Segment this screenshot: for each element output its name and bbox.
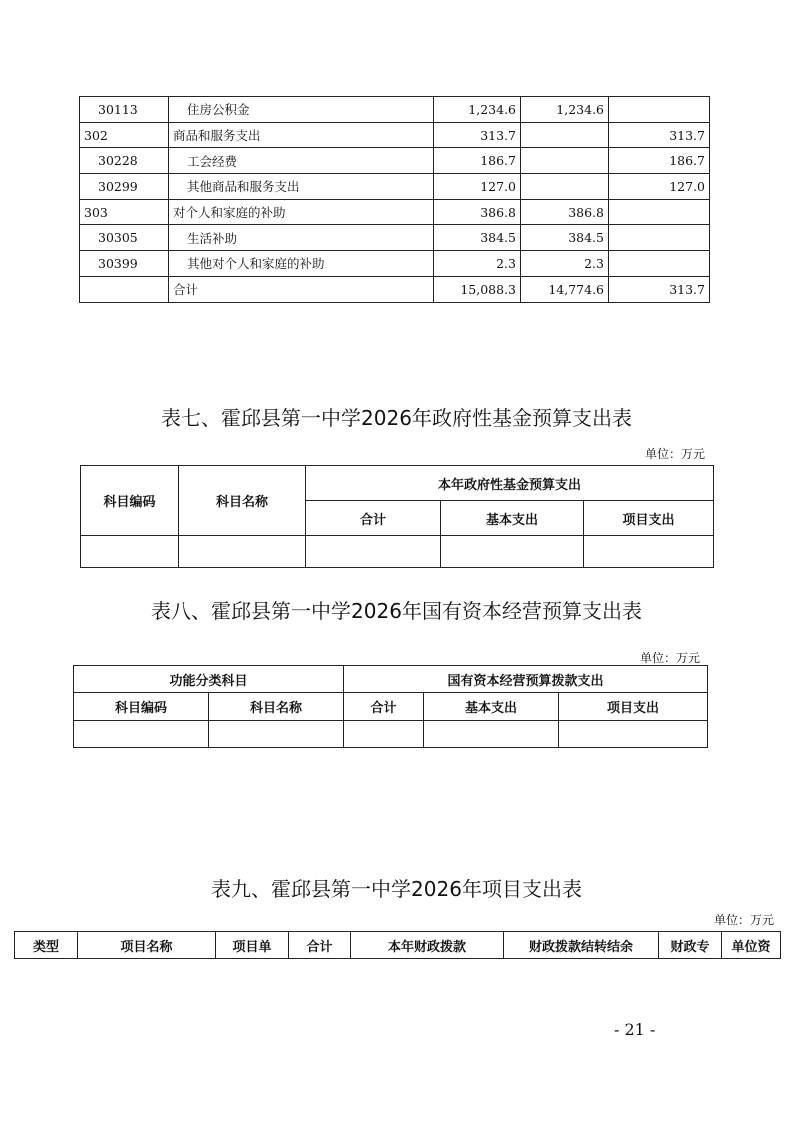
header-total: 合计: [344, 693, 424, 721]
header-project: 项目支出: [559, 693, 708, 721]
cell-total: 386.8: [434, 199, 521, 225]
cell-code: [80, 276, 169, 302]
cell-project: 313.7: [609, 122, 710, 148]
table-row: [80, 199, 710, 225]
cell-project: [609, 199, 710, 225]
cell-total: 313.7: [434, 122, 521, 148]
header-unit-funds: 单位资: [722, 932, 781, 959]
cell-name: 生活补助: [169, 225, 434, 251]
cell-code: 30113: [80, 97, 169, 123]
header-type: 类型: [15, 932, 78, 959]
cell-name: 其他商品和服务支出: [169, 174, 434, 200]
cell-code: 303: [80, 199, 169, 225]
table7-unit: 单位：万元: [644, 447, 705, 461]
cell-name: 对个人和家庭的补助: [169, 199, 434, 225]
cell-basic: [521, 122, 609, 148]
header-fiscal: 本年财政拨款: [351, 932, 504, 959]
cell-project: 127.0: [609, 174, 710, 200]
header-total: 合计: [289, 932, 351, 959]
table9-title: 表九、霍邱县第一中学2026年项目支出表: [211, 877, 582, 901]
cell-project: [609, 251, 710, 277]
cell-name: 商品和服务支出: [169, 122, 434, 148]
cell-name: 其他对个人和家庭的补助: [169, 251, 434, 277]
cell-name: 住房公积金: [169, 97, 434, 123]
empty-row: [74, 721, 708, 748]
cell-total: 127.0: [434, 174, 521, 200]
table8: [73, 665, 708, 748]
table6-tail: [79, 96, 710, 303]
table-row: [80, 276, 710, 302]
table7-title: 表七、霍邱县第一中学2026年政府性基金预算支出表: [161, 406, 632, 430]
header-name: 科目名称: [179, 466, 306, 536]
header-basic: 基本支出: [441, 501, 584, 536]
table-row: [80, 148, 710, 174]
header-code: 科目编码: [74, 693, 209, 721]
header-group: 国有资本经营预算拨款支出: [344, 666, 708, 693]
table8-unit: 单位：万元: [639, 651, 700, 665]
cell-code: 30305: [80, 225, 169, 251]
empty-row: [81, 536, 714, 568]
cell-basic: 386.8: [521, 199, 609, 225]
cell-basic: 14,774.6: [521, 276, 609, 302]
cell-name: 工会经费: [169, 148, 434, 174]
page-number: - 21 -: [614, 1020, 656, 1039]
table-row: [80, 122, 710, 148]
table9-unit: 单位：万元: [713, 913, 774, 927]
cell-total: 1,234.6: [434, 97, 521, 123]
header-total: 合计: [306, 501, 441, 536]
cell-total: 15,088.3: [434, 276, 521, 302]
cell-code: 30228: [80, 148, 169, 174]
header-project-name: 项目名称: [78, 932, 216, 959]
cell-project: [609, 97, 710, 123]
header-func: 功能分类科目: [74, 666, 344, 693]
table9: [14, 931, 781, 959]
header-code: 科目编码: [81, 466, 179, 536]
table-row: [80, 174, 710, 200]
cell-total: 186.7: [434, 148, 521, 174]
cell-basic: [521, 174, 609, 200]
header-name: 科目名称: [209, 693, 344, 721]
header-project: 项目支出: [584, 501, 714, 536]
table-row: [80, 251, 710, 277]
table8-title: 表八、霍邱县第一中学2026年国有资本经营预算支出表: [151, 599, 642, 623]
header-carryover: 财政拨款结转结余: [504, 932, 659, 959]
table7: [80, 465, 714, 568]
cell-basic: 384.5: [521, 225, 609, 251]
cell-basic: [521, 148, 609, 174]
header-group: 本年政府性基金预算支出: [306, 466, 714, 501]
header-basic: 基本支出: [424, 693, 559, 721]
header-fiscal-special: 财政专: [659, 932, 722, 959]
cell-total: 2.3: [434, 251, 521, 277]
cell-code: 302: [80, 122, 169, 148]
cell-project: 186.7: [609, 148, 710, 174]
cell-total: 384.5: [434, 225, 521, 251]
cell-project: [609, 225, 710, 251]
table-row: [80, 225, 710, 251]
header-project-unit: 项目单: [216, 932, 289, 959]
cell-basic: 1,234.6: [521, 97, 609, 123]
cell-project: 313.7: [609, 276, 710, 302]
cell-code: 30399: [80, 251, 169, 277]
cell-code: 30299: [80, 174, 169, 200]
cell-basic: 2.3: [521, 251, 609, 277]
cell-name: 合计: [169, 276, 434, 302]
table-row: [80, 97, 710, 123]
